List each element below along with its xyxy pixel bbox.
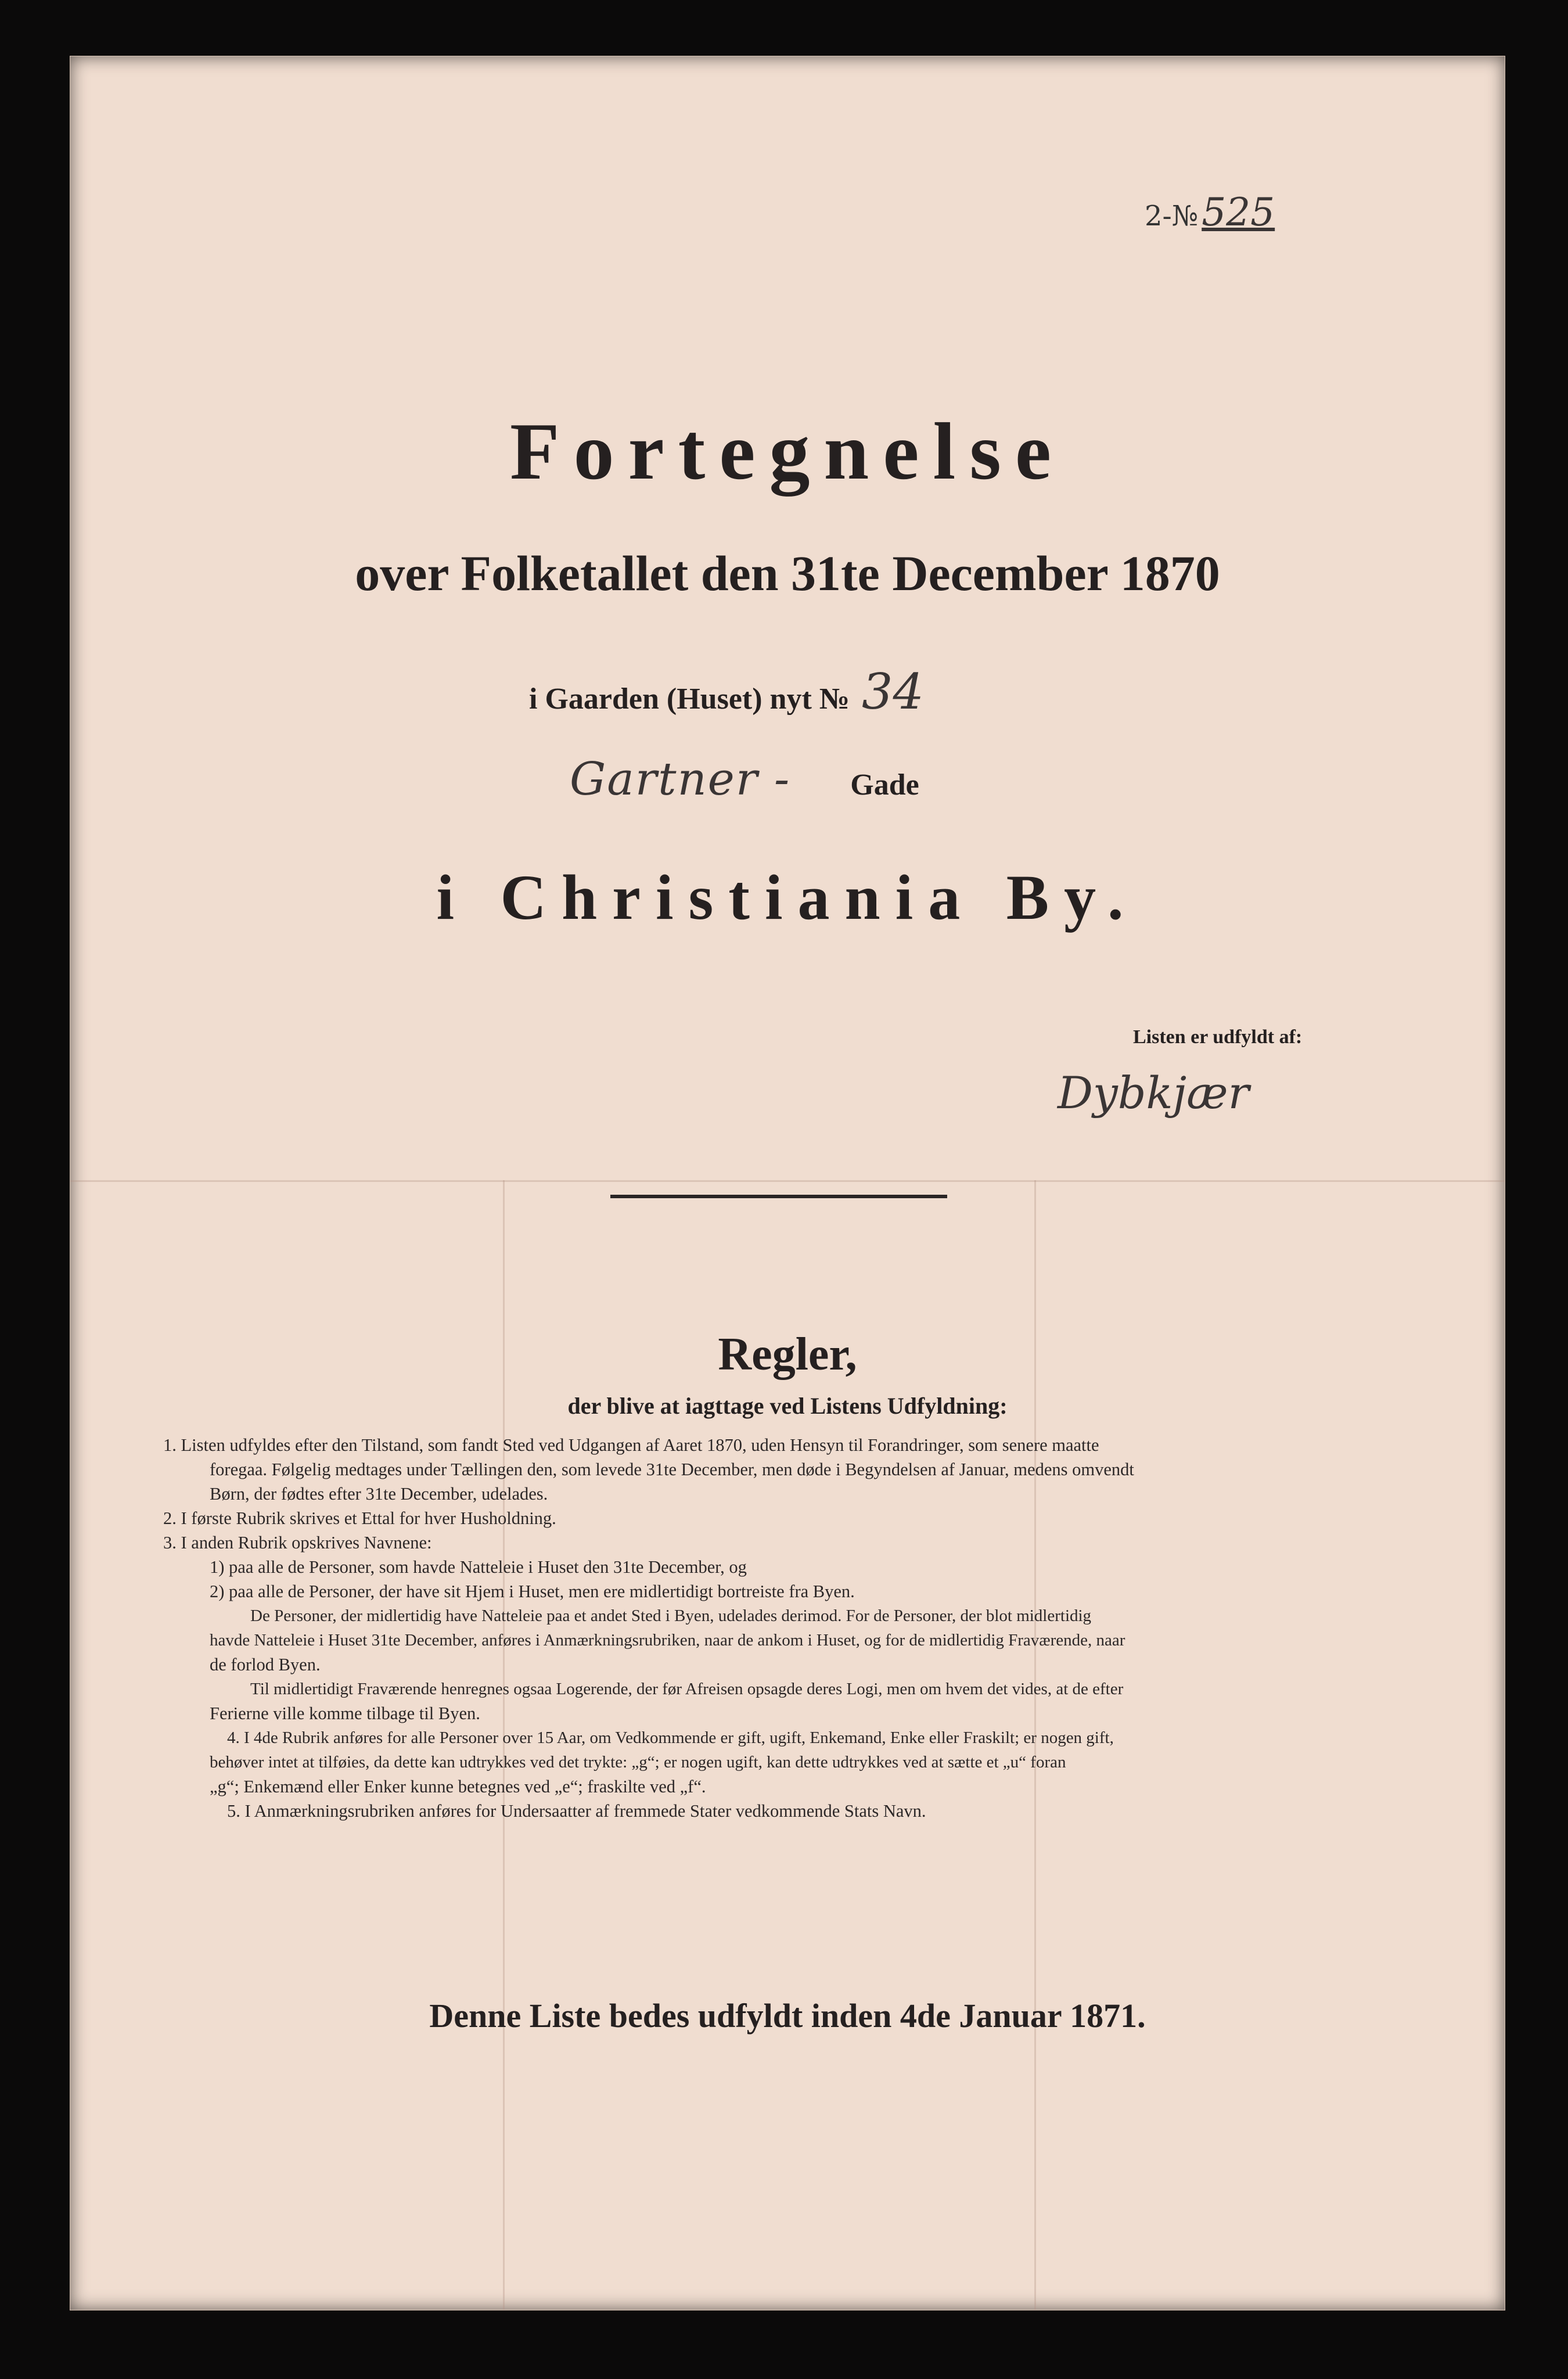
rule-line: 3. I anden Rubrik opskrives Navnene:: [163, 1533, 432, 1553]
rule-line: behøver intet at tilføies, da dette kan udtrykkes ved det trykte: „g“; er nogen ugift, kan dette udtrykkes ved at sætte et „u“ foran: [210, 1753, 1066, 1771]
house-number: 34: [862, 663, 924, 720]
document-subtitle: over Folketallet den 31te December 1870: [355, 545, 1220, 601]
archive-number: [1145, 190, 1275, 235]
section-divider: [610, 1195, 947, 1198]
rule-line: de forlod Byen.: [210, 1655, 321, 1674]
rule-line: Børn, der fødtes efter 31te December, udelades.: [210, 1484, 548, 1504]
rule-line: foregaa. Følgelig medtages under Tællingen den, som levede 31te December, men døde i Begyndelsen af Januar, medens omvendt: [210, 1460, 1134, 1479]
archive-number-value: 525: [1202, 190, 1275, 235]
document-title: Fortegnelse: [510, 407, 1065, 497]
rules-subheading: der blive at iagttage ved Listens Udfyldning:: [567, 1393, 1008, 1419]
rule-line: 2) paa alle de Personer, der have sit Hjem i Huset, men ere midlertidigt bortreiste fra Byen.: [210, 1582, 855, 1601]
rule-line: 4. I 4de Rubrik anføres for alle Personer over 15 Aar, om Vedkommende er gift, ugift, Enkemand, Enke eller Fraskilt; er nogen gift,: [227, 1728, 1114, 1747]
rule-line: De Personer, der midlertidig have Natteleie paa et andet Sted i Byen, udelades derimod. For de Personer, der blot midlertidig: [250, 1607, 1092, 1625]
rule-line: 5. I Anmærkningsrubriken anføres for Undersaatter af fremmede Stater vedkommende Stats Navn.: [227, 1801, 926, 1821]
horizontal-fold-line: [70, 1180, 1505, 1182]
archive-number-prefix: 2-№: [1145, 200, 1199, 232]
rule-line: „g“; Enkemænd eller Enker kunne betegnes ved „e“; fraskilte ved „f“.: [210, 1777, 706, 1796]
filled-by-label: Listen er udfyldt af:: [1133, 1026, 1303, 1048]
deadline-line: Denne Liste bedes udfyldt inden 4de Januar 1871.: [429, 1997, 1146, 2035]
street-name: Gartner -: [570, 753, 791, 806]
house-label: i Gaarden (Huset) nyt №: [529, 682, 850, 716]
city-line: i Christiania By.: [436, 862, 1139, 933]
filled-by-signature: Dybkjær: [1058, 1067, 1249, 1119]
rules-list: [163, 1433, 1441, 1823]
rule-line: Ferierne ville komme tilbage til Byen.: [210, 1704, 480, 1723]
census-form-sheet: [70, 56, 1505, 2310]
house-line: [529, 663, 924, 720]
street-suffix: Gade: [850, 768, 919, 802]
rule-line: 1) paa alle de Personer, som havde Natteleie i Huset den 31te December, og: [210, 1557, 747, 1577]
rule-line: Til midlertidigt Fraværende henregnes ogsaa Logerende, der før Afreisen opsagde deres Logi, men om hvem det vides, at de efter: [250, 1680, 1124, 1698]
rule-line: 2. I første Rubrik skrives et Ettal for hver Husholdning.: [163, 1508, 556, 1528]
rule-line: 1. Listen udfyldes efter den Tilstand, som fandt Sted ved Udgangen af Aaret 1870, uden Hensyn til Forandringer, som senere maatte: [163, 1435, 1099, 1455]
rule-line: havde Natteleie i Huset 31te December, anføres i Anmærkningsrubriken, naar de ankom i Huset, og for de midlertidig Fraværende, naar: [210, 1631, 1125, 1650]
street-line: [570, 753, 919, 806]
rules-heading: Regler,: [718, 1329, 857, 1380]
